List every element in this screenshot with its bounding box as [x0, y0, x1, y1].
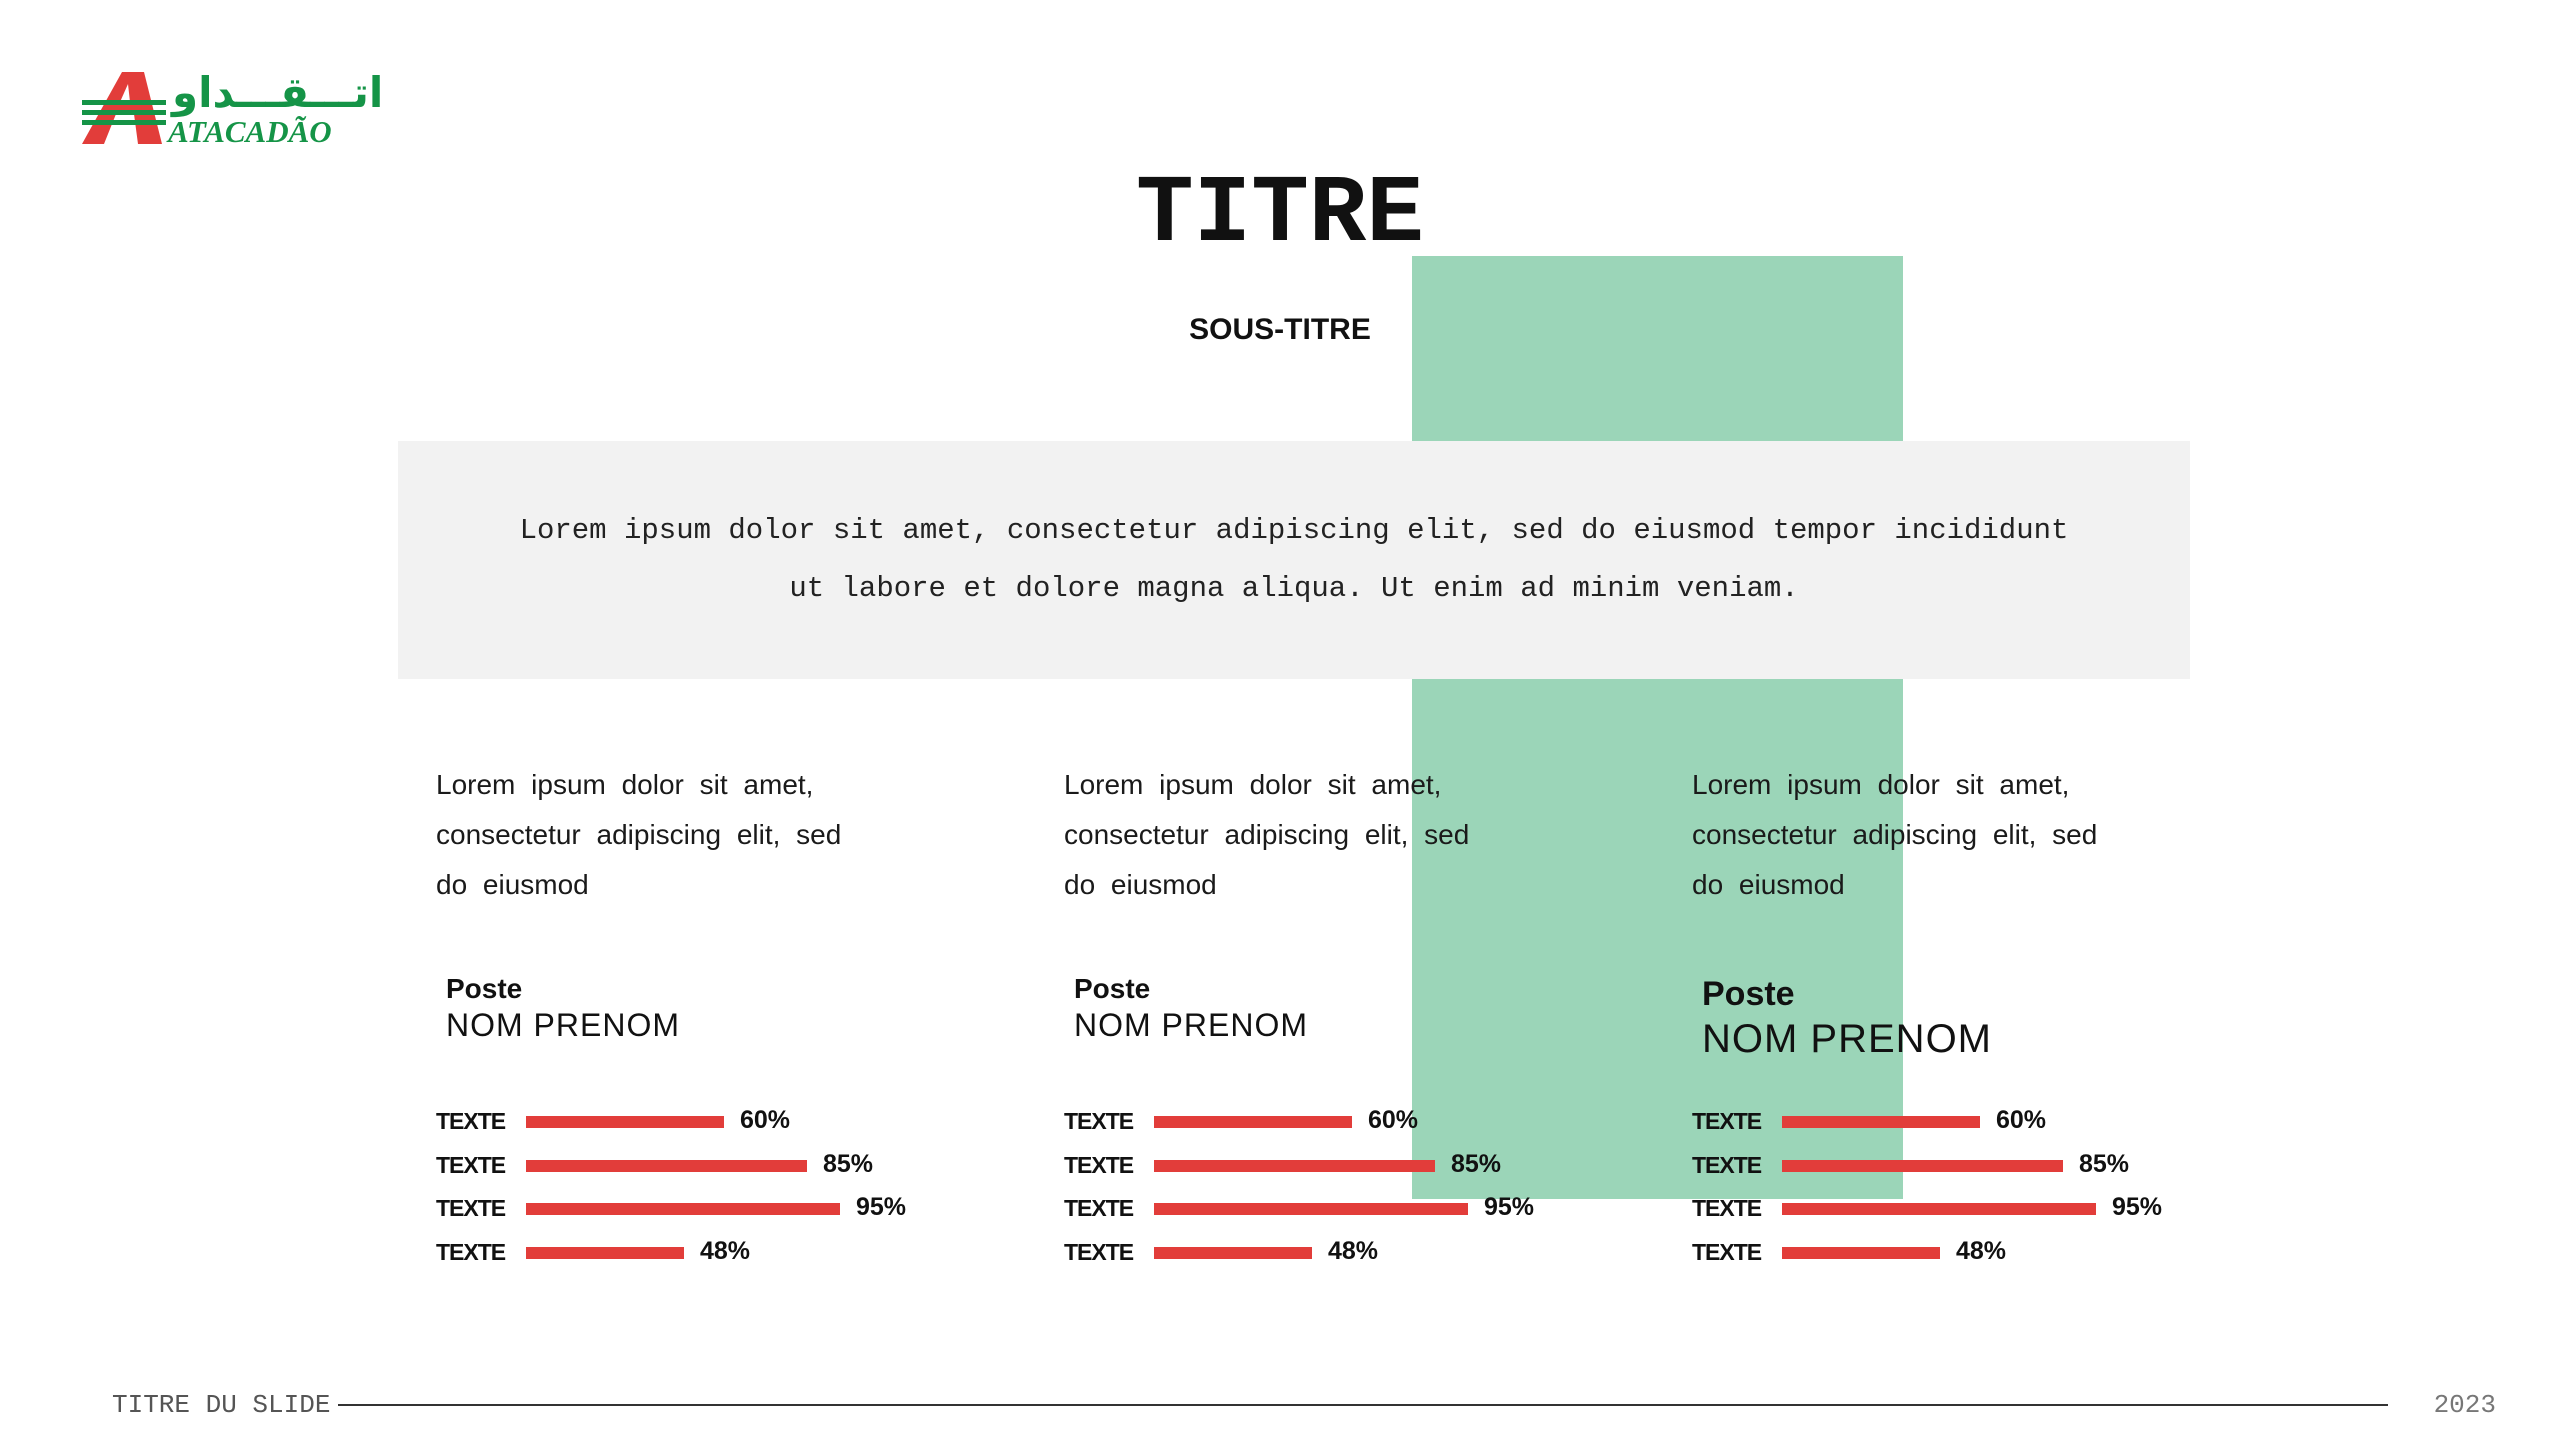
skill-row: [436, 1193, 996, 1237]
skill-bar-fill: [526, 1116, 724, 1128]
profile-column-3: [1692, 760, 2252, 1265]
column-description: Lorem ipsum dolor sit amet, consectetur adipiscing elit, sed do eiusmod: [1692, 769, 2098, 900]
logo-arabic-text: اتـــقـــداو: [172, 68, 384, 117]
skill-row: [1692, 1237, 2252, 1281]
skill-value: 48%: [700, 1236, 751, 1265]
skill-row: [1064, 1237, 1624, 1281]
slide-subtitle: SOUS-TITRE: [1189, 313, 1371, 346]
skill-bar-fill: [1782, 1160, 2063, 1172]
intro-box: [398, 441, 2190, 679]
skill-value: 48%: [1328, 1236, 1379, 1265]
column-description: Lorem ipsum dolor sit amet, consectetur adipiscing elit, sed do eiusmod: [1064, 769, 1470, 900]
skill-label: TEXTE: [436, 1195, 506, 1221]
skill-label: TEXTE: [1692, 1108, 1762, 1134]
role-label: Poste: [446, 973, 523, 1004]
skill-bars: [1692, 1106, 2252, 1280]
intro-text: Lorem ipsum dolor sit amet, consectetur adipiscing elit, sed do eiusmod tempor incididunt ut labore et dolore magna aliqua. Ut enim ad minim veniam.: [519, 514, 2069, 605]
skill-bar-fill: [1154, 1160, 1435, 1172]
column-description: Lorem ipsum dolor sit amet, consectetur adipiscing elit, sed do eiusmod: [436, 769, 842, 900]
skill-label: TEXTE: [1692, 1195, 1762, 1221]
skill-label: TEXTE: [436, 1238, 506, 1265]
skill-row: [1064, 1150, 1624, 1194]
skill-label: TEXTE: [1064, 1238, 1134, 1265]
person-name: NOM PRENOM: [446, 1007, 680, 1043]
skill-row: [1692, 1106, 2252, 1150]
skill-bar-fill: [526, 1203, 840, 1215]
skill-row: [1064, 1193, 1624, 1237]
skill-bar-fill: [526, 1160, 807, 1172]
skill-label: TEXTE: [1064, 1108, 1134, 1134]
role-label: Poste: [1074, 973, 1151, 1004]
skill-bar-fill: [1782, 1116, 1980, 1128]
skill-bars: [436, 1106, 996, 1280]
skill-bar-fill: [1782, 1247, 1940, 1259]
profile-column-2: [1064, 760, 1624, 1265]
skill-value: 95%: [2112, 1193, 2163, 1221]
skill-value: 85%: [1451, 1149, 1502, 1178]
skill-bar-fill: [526, 1247, 684, 1259]
footer-divider: [338, 1404, 2388, 1406]
person-name: NOM PRENOM: [1074, 1007, 1308, 1043]
skill-label: TEXTE: [1064, 1151, 1134, 1178]
skill-row: [436, 1106, 996, 1150]
brand-logo: [82, 68, 384, 152]
slide-title: TITRE: [1135, 160, 1425, 269]
skill-row: [436, 1237, 996, 1281]
skill-label: TEXTE: [436, 1108, 506, 1134]
skill-bar-fill: [1154, 1247, 1312, 1259]
skill-value: 95%: [1484, 1193, 1535, 1221]
role-label: Poste: [1702, 975, 1795, 1013]
footer-year: 2023: [2433, 1390, 2496, 1420]
skill-label: TEXTE: [1692, 1151, 1762, 1178]
skill-label: TEXTE: [1064, 1195, 1134, 1221]
skill-label: TEXTE: [1692, 1238, 1762, 1265]
skill-bar-fill: [1154, 1203, 1468, 1215]
skill-value: 85%: [823, 1149, 874, 1178]
skill-value: 95%: [856, 1193, 907, 1221]
skill-value: 60%: [740, 1106, 791, 1134]
skill-bar-fill: [1782, 1203, 2096, 1215]
skill-value: 85%: [2079, 1149, 2130, 1178]
skill-row: [1692, 1193, 2252, 1237]
skill-label: TEXTE: [436, 1151, 506, 1178]
skill-value: 60%: [1996, 1106, 2047, 1134]
skill-bar-fill: [1154, 1116, 1352, 1128]
skill-row: [1064, 1106, 1624, 1150]
skill-bars: [1064, 1106, 1624, 1280]
skill-value: 60%: [1368, 1106, 1419, 1134]
logo-latin-text: ATACADÃO: [168, 114, 332, 149]
skill-row: [1692, 1150, 2252, 1194]
person-name: NOM PRENOM: [1702, 1017, 1992, 1061]
logo-mark-icon: [82, 70, 172, 150]
footer-slide-title: TITRE DU SLIDE: [112, 1390, 331, 1420]
profile-column-1: [436, 760, 996, 1265]
skill-value: 48%: [1956, 1236, 2007, 1265]
skill-row: [436, 1150, 996, 1194]
